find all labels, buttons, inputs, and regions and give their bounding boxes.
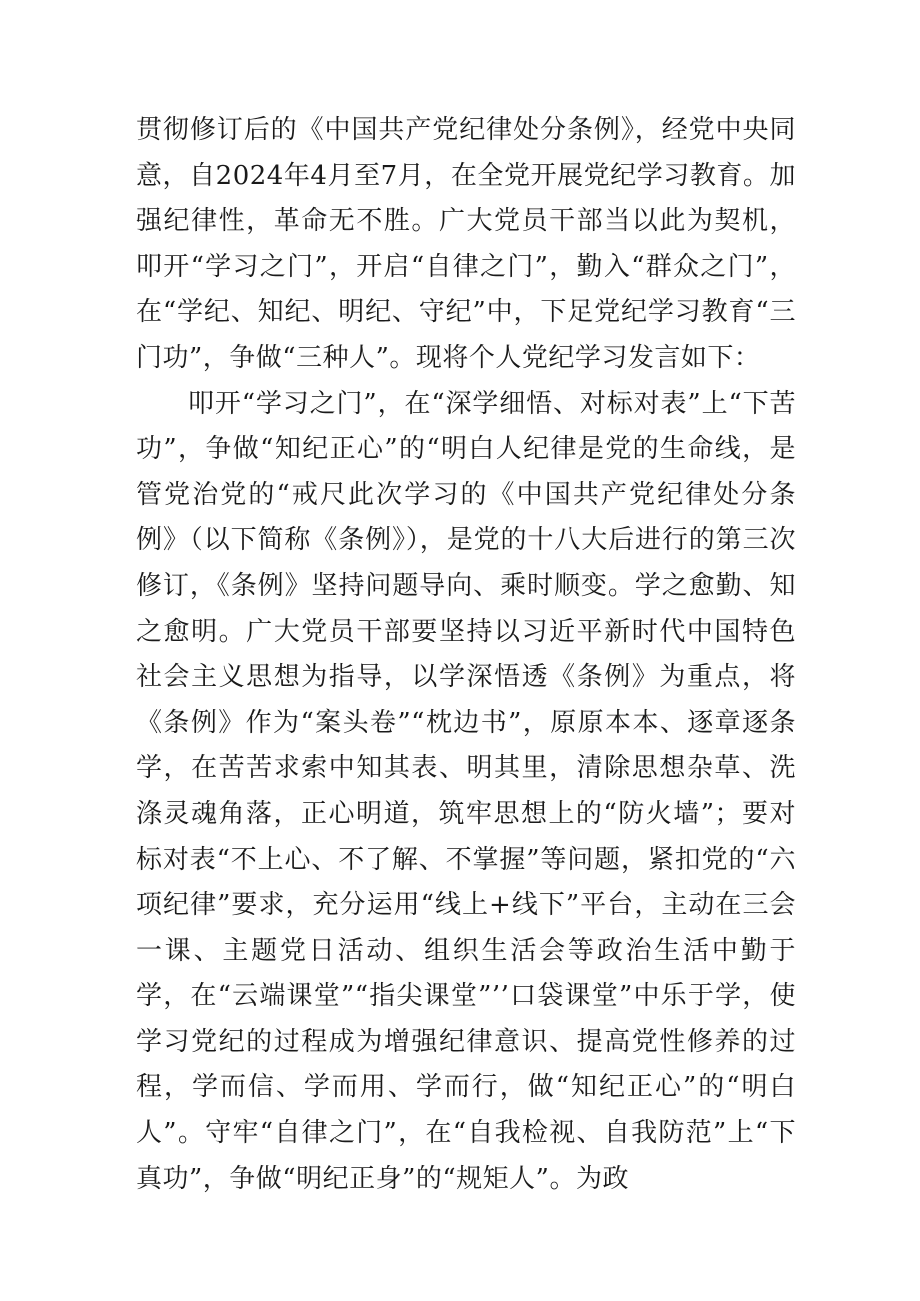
paragraph-body: 叩开“学习之门”，在“深学细悟、对标对表”上“下苦功”，争做“知纪正心”的“明白人纪律是党的生命线，是管党治党的“戒尺此次学习的《中国共产党纪律处分条例》（以下简称《条例》），是党的十八大后进行的第三次修订，《条例》坚持问题导向、乘时顺变。学之愈勤、知之愈明。广大党员干部要坚持以习近平新时代中国特色社会主义思想为指导，以学深悟透《条例》为重点，将《条例》作为“案头卷”“枕边书”，原原本本、逐章逐条学，在苦苦求索中知其表、明其里，清除思想杂草、洗涤灵魂角落，正心明道，筑牢思想上的“防火墙”；要对标对表“不上心、不了解、不掌握”等问题，紧扣党的“六项纪律”要求，充分运用“线上+线下”平台，主动在三会一课、主题党日活动、组织生活会等政治生活中勤于学，在“云端课堂”“指尖课堂”’’口袋课堂”中乐于学，使学习党纪的过程成为增强纪律意识、提高党性修养的过程，学而信、学而用、学而行，做“知纪正心”的“明白人”。守牢“自律之门”，在“自我检视、自我防范”上“下真功”，争做“明纪正身”的“规矩人”。为政 [136, 388, 796, 1194]
document-body [136, 108, 796, 1202]
paragraph-intro: 贯彻修订后的《中国共产党纪律处分条例》，经党中央同意，自2024年4月至7月，在全党开展党纪学习教育。加强纪律性，革命无不胜。广大党员干部当以此为契机，叩开“学习之门”，开启“自律之门”，勤入“群众之门”，在“学纪、知纪、明纪、守纪”中，下足党纪学习教育“三门功”，争做“三种人”。现将个人党纪学习发言如下： [136, 115, 796, 373]
